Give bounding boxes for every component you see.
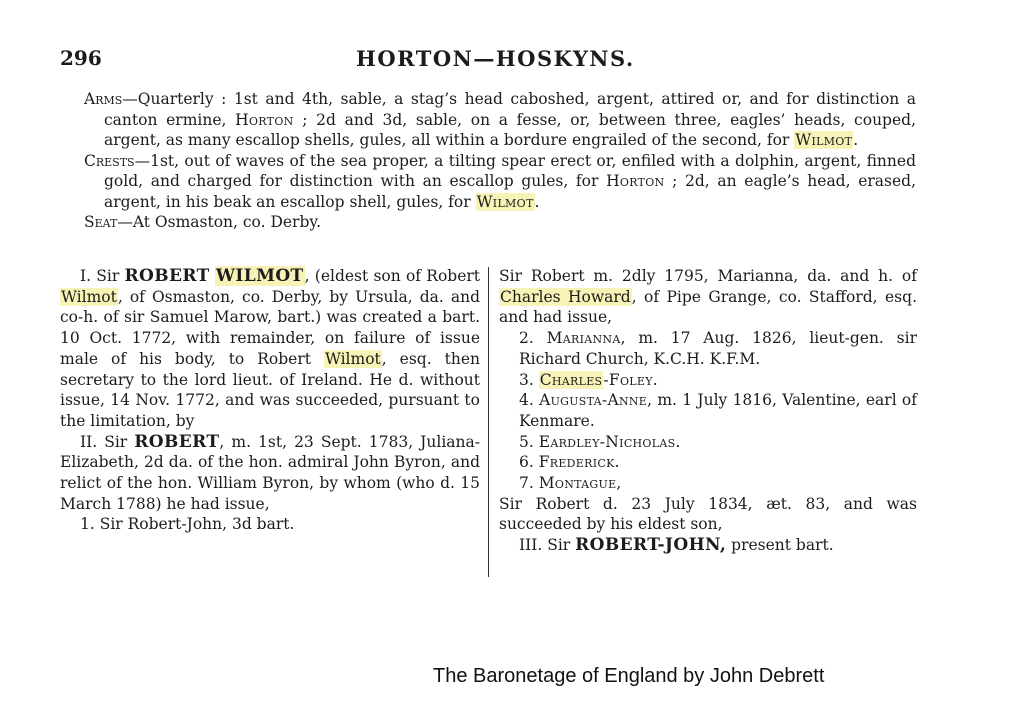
issue-7 [499, 473, 917, 494]
arms-horton: Horton [235, 110, 294, 129]
crests-horton: Horton [606, 172, 665, 190]
image-caption: The Baronetage of England by John Debrett [433, 665, 825, 687]
issue-6 [499, 452, 917, 473]
wilmot-highlight-3: Wilmot [324, 349, 381, 368]
arms-entry [84, 89, 916, 151]
name-robert-john: ROBERT-JOHN, [575, 535, 727, 556]
issue-3 [499, 370, 917, 391]
arms-label: Arms [84, 90, 123, 108]
heraldry-block [84, 89, 916, 233]
issue-6-num: 6. [519, 453, 539, 472]
charles-howard-highlight: Charles Howard [500, 287, 631, 306]
name-robert-2: ROBERT [134, 431, 220, 452]
crests-wilmot-highlight: Wilmot [476, 192, 534, 211]
p1-intro: I. Sir [80, 267, 125, 285]
seat-label: Seat [84, 213, 118, 231]
p3-intro: III. Sir [519, 536, 576, 555]
page-number: 296 [60, 46, 102, 70]
issue-5 [499, 432, 917, 453]
column-divider [488, 267, 489, 577]
marriage-text-2: , of Pipe Grange, co. Stafford, esq. and had issue, [499, 287, 917, 327]
issue-4-num: 4. [519, 391, 540, 410]
second-marriage-paragraph [499, 266, 917, 328]
issue-1: 1. Sir Robert-John, 3d bart. [80, 515, 295, 534]
issue-2-text: , m. 17 Aug. 1826, lieut-gen. sir Richard Church, K.C.H. K.F.M. [519, 329, 917, 368]
seat-entry [84, 212, 916, 233]
page-header [60, 46, 920, 76]
arms-text: —Quarterly : 1st and 4th, sable, a stag’s head caboshed, argent, attired or, and for distinction a canton ermine, [104, 90, 916, 129]
issue-2-num: 2. [519, 329, 547, 348]
arms-text-2: ; 2d and 3d, sable, on a fesse, or, between three, eagles’ heads, couped, argent, as many escallop shells, gules, all within a bordure engrailed of the second, for [104, 110, 916, 149]
third-baronet-paragraph [499, 535, 917, 556]
crests-text-2: ; 2d, an eagle’s head, erased, argent, in his beak an escallop shell, gules, for [104, 172, 916, 211]
left-column [60, 266, 480, 535]
second-baronet-paragraph [60, 432, 480, 515]
marriage-text: Sir Robert m. 2dly 1795, Marianna, da. and h. of [499, 267, 917, 285]
right-column [499, 266, 917, 556]
issue-7-name: Montague, [538, 474, 622, 493]
issue-3-rest: -Foley. [603, 370, 659, 389]
issue-2-name: Marianna [546, 329, 621, 348]
issue-5-num: 5. [519, 432, 539, 451]
issue-4-text: , m. 1 July 1816, Valentine, earl of Kenmare. [519, 391, 918, 430]
p2-text: , m. 1st, 23 Sept. 1783, Juliana-Elizabeth, 2d da. of the hon. admiral John Byron, and relict of the hon. William Byron, by whom (who d. 15 March 1788) he had issue, [60, 432, 480, 513]
crests-end: . [534, 192, 540, 211]
arms-wilmot-highlight: Wilmot [795, 131, 853, 149]
seat-text: —At Osmaston, co. Derby. [117, 213, 322, 231]
issue-4-name: Augusta-Anne [539, 391, 648, 410]
name-robert: ROBERT [124, 266, 210, 286]
issue-2 [499, 328, 917, 369]
issue-3-charles-highlight: Charles [539, 370, 603, 389]
p1-text-c: , of Osmaston, co. Derby, by Ursula, da. and co-h. of sir Samuel Marow, bart.) was created a bart. 10 Oct. 1772, with remainder, on failure of issue male of his body, to Robert [60, 287, 480, 368]
arms-end: . [853, 131, 859, 149]
issue-3-num: 3. [519, 370, 539, 389]
issue-5-name: Eardley-Nicholas. [538, 432, 681, 451]
issue-7-num: 7. [519, 474, 539, 493]
p2-intro: II. Sir [80, 432, 135, 451]
name-wilmot-highlight: WILMOT [215, 266, 304, 286]
issue-4 [499, 390, 917, 431]
first-baronet-paragraph [60, 266, 480, 432]
p3-text: present bart. [726, 536, 834, 555]
p1-text-d: , esq. then secretary to the lord lieut. of Ireland. He d. without issue, 14 Nov. 1772, and was succeeded, pursuant to the limitation, by [60, 349, 480, 430]
p1-text-b: , (eldest son of Robert [304, 267, 481, 285]
issue-6-name: Frederick. [538, 453, 620, 472]
crests-entry [84, 151, 916, 213]
running-head: HORTON—HOSKYNS. [356, 46, 635, 71]
crests-text: —1st, out of waves of the sea proper, a tilting spear erect or, enfiled with a dolphin, argent, finned gold, and charged for distinction with an escallop gules, for [104, 151, 916, 190]
death-paragraph: Sir Robert d. 23 July 1834, æt. 83, and was succeeded by his eldest son, [499, 494, 917, 534]
crests-label: Crests [84, 151, 135, 170]
wilmot-highlight-2: Wilmot [61, 287, 117, 306]
